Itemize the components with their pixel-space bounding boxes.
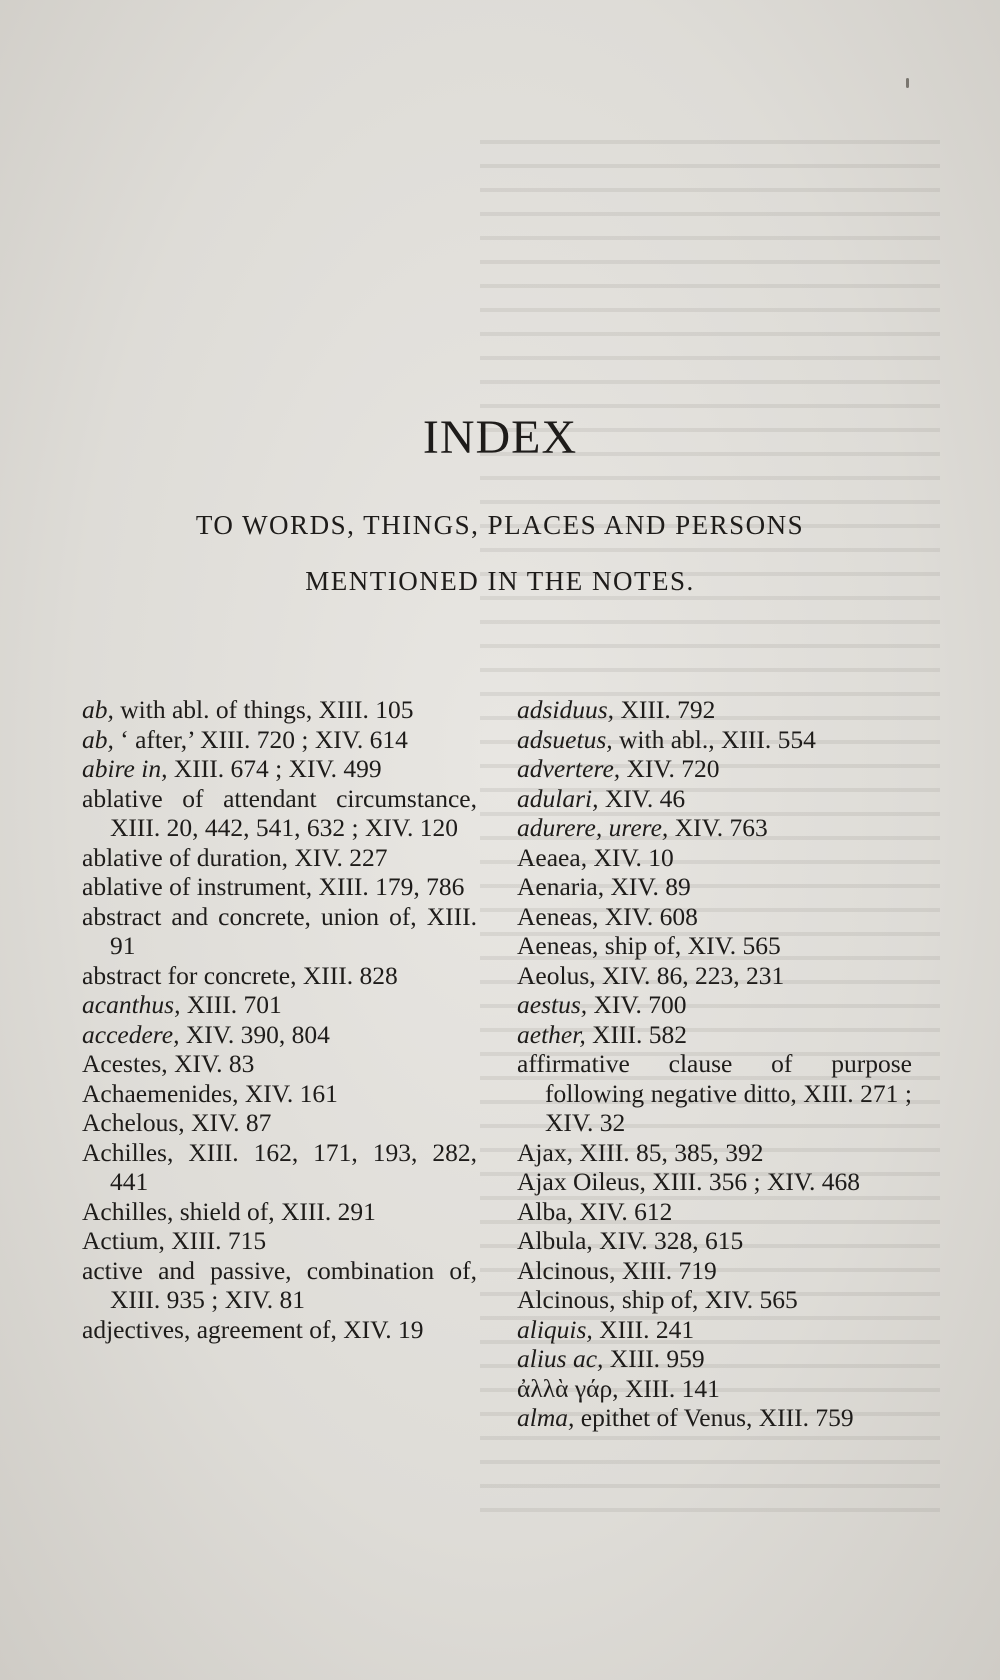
index-references: XIII. 141 — [618, 1373, 720, 1403]
index-term: ab, — [82, 724, 114, 754]
index-references: XIII. 291 — [274, 1196, 376, 1226]
index-column-left — [82, 695, 477, 1344]
index-term: acanthus, — [82, 990, 181, 1019]
index-term: ablative of instrument, — [82, 872, 313, 901]
index-term: Alba, — [517, 1196, 573, 1226]
index-references: XIII. 701 — [180, 990, 282, 1019]
index-term: adsuetus, — [517, 724, 613, 754]
index-entry — [517, 1256, 912, 1286]
index-term: ablative of attendant circumstance, — [82, 783, 477, 813]
index-entry — [82, 1226, 477, 1256]
index-term: Achilles, — [82, 1137, 174, 1167]
index-entry — [82, 1315, 477, 1345]
index-references: XIII. 582 — [585, 1019, 687, 1049]
index-term: abstract for concrete, — [82, 960, 297, 990]
index-term: Alcinous, — [517, 1255, 616, 1285]
index-term: Ajax Oileus, — [517, 1167, 646, 1196]
index-term: Aeneas, ship of, — [517, 931, 682, 960]
index-term: Aeolus, — [517, 960, 596, 990]
index-entry — [517, 1226, 912, 1256]
index-term: alma, — [517, 1403, 575, 1432]
index-entry — [82, 843, 477, 873]
index-references: XIV. 19 — [336, 1314, 424, 1344]
index-references: XIII. 959 — [603, 1344, 705, 1373]
index-references: XIV. 161 — [238, 1078, 338, 1108]
index-column-right — [517, 695, 912, 1433]
index-references: XIII. 179, 786 — [312, 872, 465, 901]
subtitle-line-1: TO WORDS, THINGS, PLACES AND PERSONS — [195, 510, 805, 540]
index-entry — [82, 725, 477, 755]
index-entry — [517, 1285, 912, 1315]
index-references: XIII. 162, 171, 193, 282, 441 — [110, 1137, 477, 1196]
index-references: ‘ after,’ XIII. 720 ; XIV. 614 — [113, 724, 408, 754]
index-term: Acestes, — [82, 1049, 168, 1078]
index-term: adjectives, agreement of, — [82, 1314, 337, 1344]
index-references: XIV. 10 — [587, 842, 674, 872]
index-entry — [517, 754, 912, 784]
index-entry — [517, 1403, 912, 1433]
index-entry — [82, 990, 477, 1020]
index-entry — [517, 931, 912, 961]
index-term: affirmative clause of purpose following negative ditto, — [517, 1049, 912, 1108]
index-term: adsiduus, — [517, 695, 615, 724]
index-references: XIII. 674 ; XIV. 499 — [167, 754, 382, 783]
index-references: XIV. 87 — [184, 1108, 272, 1137]
index-term: Achelous, — [82, 1108, 185, 1137]
index-references: XIV. 46 — [598, 783, 686, 813]
index-references: XIII. 20, 442, 541, 632 ; XIV. 120 — [110, 813, 459, 842]
index-term: ἀλλὰ γάρ, — [517, 1373, 619, 1403]
index-entry — [517, 1344, 912, 1374]
index-entry — [517, 990, 912, 1020]
index-term: accedere, — [82, 1019, 180, 1049]
index-entry — [517, 695, 912, 725]
index-entry — [517, 813, 912, 843]
index-term: abstract and concrete, union of, — [82, 901, 417, 931]
index-entry — [517, 784, 912, 814]
index-term: active and passive, combination of, — [82, 1255, 477, 1285]
index-references: XIV. 390, 804 — [179, 1019, 330, 1049]
index-references: XIII. 792 — [614, 695, 716, 724]
index-entry — [517, 1315, 912, 1345]
index-entry — [82, 1197, 477, 1227]
index-term: abire in, — [82, 754, 168, 783]
index-references: epithet of Venus, XIII. 759 — [574, 1403, 854, 1432]
index-references: XIII. 719 — [615, 1255, 717, 1285]
index-references: XIV. 608 — [598, 901, 698, 931]
index-entry — [82, 1256, 477, 1315]
index-references: XIII. 241 — [592, 1314, 695, 1344]
index-term: Actium, — [82, 1226, 165, 1255]
index-term: Aenaria, — [517, 872, 605, 901]
index-entry — [517, 1197, 912, 1227]
index-entry — [82, 1108, 477, 1138]
index-entry — [517, 961, 912, 991]
index-references: XIII. 85, 385, 392 — [572, 1137, 764, 1167]
index-entry — [82, 1020, 477, 1050]
index-references: XIII. 828 — [296, 960, 398, 990]
index-term: ablative of duration, — [82, 842, 289, 872]
index-references: XIV. 328, 615 — [592, 1226, 744, 1255]
page-title: INDEX — [422, 411, 578, 464]
index-term: Albula, — [517, 1226, 593, 1255]
index-references: XIII. 91 — [110, 901, 477, 960]
index-entry — [82, 695, 477, 725]
index-entry — [82, 902, 477, 961]
index-term: ab, — [82, 695, 114, 724]
index-term: Achilles, shield of, — [82, 1196, 275, 1226]
index-term: Aeneas, — [517, 901, 599, 931]
index-term: adurere, urere, — [517, 813, 669, 842]
index-entry — [517, 1020, 912, 1050]
index-references: with abl. of things, XIII. 105 — [113, 695, 414, 724]
index-term: advertere, — [517, 754, 621, 783]
index-references: XIV. 227 — [288, 842, 388, 872]
index-entry — [517, 1374, 912, 1404]
subtitle-line-2: MENTIONED IN THE NOTES. — [305, 566, 695, 596]
index-entry — [517, 872, 912, 902]
index-entry — [82, 1079, 477, 1109]
page-blemish — [906, 78, 909, 88]
index-term: Achaemenides, — [82, 1078, 239, 1108]
index-references: XIII. 271 ; XIV. 32 — [545, 1078, 912, 1137]
index-term: Ajax, — [517, 1137, 573, 1167]
index-term: Alcinous, ship of, — [517, 1285, 699, 1314]
index-references: XIV. 700 — [587, 990, 687, 1019]
index-term: alius ac, — [517, 1344, 604, 1373]
index-references: XIV. 763 — [668, 813, 768, 842]
index-references: XIV. 720 — [620, 754, 720, 783]
index-references: XIV. 86, 223, 231 — [595, 960, 785, 990]
index-references: XIII. 715 — [164, 1226, 267, 1255]
index-entry — [517, 902, 912, 932]
index-references: XIV. 83 — [167, 1049, 255, 1078]
index-term: aestus, — [517, 990, 588, 1019]
index-term: Aeaea, — [517, 842, 588, 872]
index-references: XIII. 356 ; XIV. 468 — [645, 1167, 861, 1196]
index-entry — [517, 843, 912, 873]
index-entry — [517, 725, 912, 755]
index-entry — [82, 872, 477, 902]
index-entry — [82, 1049, 477, 1079]
index-references: with abl., XIII. 554 — [612, 724, 816, 754]
index-entry — [82, 784, 477, 843]
index-references: XIV. 565 — [698, 1285, 798, 1314]
index-term: adulari, — [517, 783, 599, 813]
index-entry — [82, 1138, 477, 1197]
index-entry — [517, 1138, 912, 1168]
index-entry — [517, 1167, 912, 1197]
index-entry — [517, 1049, 912, 1138]
index-term: aether, — [517, 1019, 586, 1049]
index-entry — [82, 961, 477, 991]
index-term: aliquis, — [517, 1314, 593, 1344]
index-references: XIV. 612 — [572, 1196, 673, 1226]
index-references: XIII. 935 ; XIV. 81 — [110, 1285, 306, 1314]
index-references: XIV. 565 — [681, 931, 781, 960]
index-references: XIV. 89 — [604, 872, 691, 901]
index-entry — [82, 754, 477, 784]
